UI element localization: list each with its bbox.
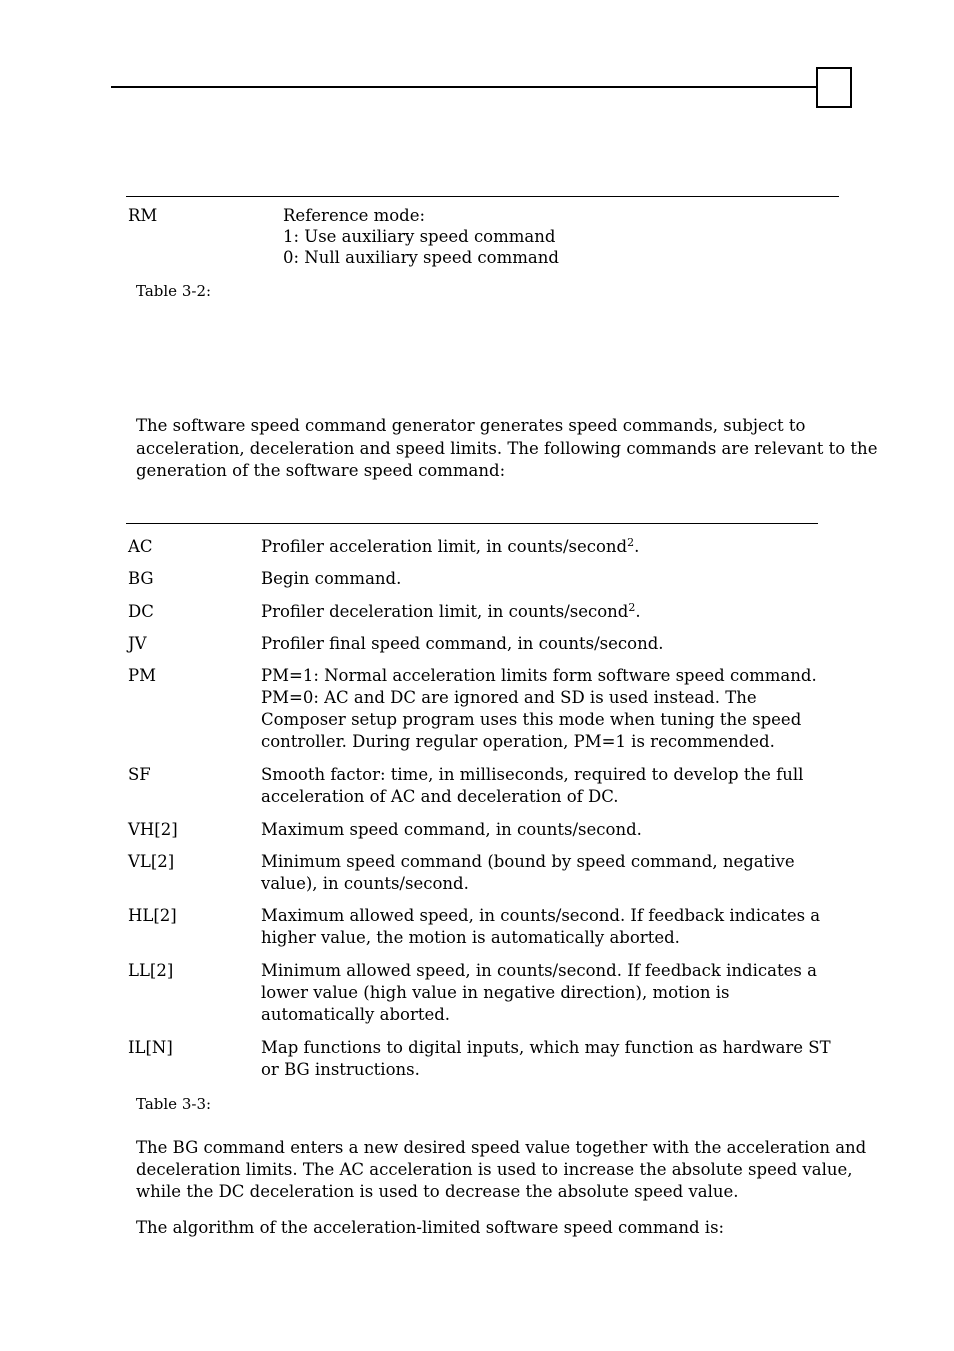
table-3-3-desc-bg: Begin command. (261, 569, 402, 588)
table-3-3-desc-sf (261, 764, 803, 808)
header-rule (111, 86, 817, 88)
table-3-3-desc-jv: Profiler final speed command, in counts/second. (261, 634, 664, 653)
desc-line: Maximum allowed speed, in counts/second. If feedback indicates a (261, 906, 821, 925)
table-3-3-desc-vh: Maximum speed command, in counts/second. (261, 820, 642, 839)
table-3-3-desc-hl (261, 905, 820, 949)
desc-line: Composer setup program uses this mode when tuning the speed (261, 710, 802, 729)
paragraph-line: The BG command enters a new desired speed value together with the acceleration and (136, 1138, 867, 1157)
table-3-3-caption: Table 3-3: (136, 1095, 212, 1113)
table-3-3-cmd-vl: VL[2] (128, 852, 175, 871)
desc-line: Smooth factor: time, in milliseconds, required to develop the full (261, 765, 804, 784)
table-3-3-desc-vl (261, 851, 795, 895)
desc-line: PM=1: Normal acceleration limits form software speed command. (261, 666, 817, 685)
page-number-box (816, 67, 852, 108)
table-3-3-desc-ll (261, 960, 817, 1026)
table-3-3-cmd-jv: JV (128, 634, 147, 653)
paragraph-line: deceleration limits. The AC acceleration is used to increase the absolute speed value, (136, 1160, 853, 1179)
table-3-3-cmd-il: IL[N] (128, 1038, 173, 1057)
table-3-2-caption: Table 3-2: (136, 282, 212, 300)
algorithm-paragraph: The algorithm of the acceleration-limited software speed command is: (136, 1218, 725, 1237)
paragraph-line: generation of the software speed command: (136, 461, 506, 480)
desc-text: Profiler acceleration limit, in counts/second (261, 537, 628, 556)
intro-paragraph (136, 415, 877, 483)
table-3-3-cmd-bg: BG (128, 569, 154, 588)
table-3-2-desc-rm (283, 205, 559, 269)
table-3-3-desc-ac (261, 536, 639, 558)
desc-line: 1: Use auxiliary speed command (283, 227, 556, 246)
desc-line: Reference mode: (283, 206, 426, 225)
superscript: 2 (628, 601, 636, 614)
table-3-3-desc-dc (261, 601, 641, 623)
table-3-3-top-rule (126, 523, 818, 524)
table-3-2-top-rule (126, 196, 839, 197)
desc-suffix: . (635, 602, 641, 621)
desc-line: Map functions to digital inputs, which may function as hardware ST (261, 1038, 831, 1057)
desc-line: lower value (high value in negative direction), motion is (261, 983, 730, 1002)
desc-line: 0: Null auxiliary speed command (283, 248, 559, 267)
table-3-3-cmd-hl: HL[2] (128, 906, 177, 925)
desc-line: value), in counts/second. (261, 874, 469, 893)
desc-line: PM=0: AC and DC are ignored and SD is used instead. The (261, 688, 757, 707)
desc-line: higher value, the motion is automatically aborted. (261, 928, 680, 947)
table-3-3-cmd-vh: VH[2] (128, 820, 178, 839)
desc-text: Profiler deceleration limit, in counts/second (261, 602, 629, 621)
desc-suffix: . (634, 537, 640, 556)
desc-line: Minimum speed command (bound by speed command, negative (261, 852, 795, 871)
paragraph-line: acceleration, deceleration and speed limits. The following commands are relevant to the (136, 438, 878, 458)
table-3-3-cmd-sf: SF (128, 765, 151, 784)
paragraph-line: while the DC deceleration is used to decrease the absolute speed value. (136, 1182, 739, 1201)
table-3-2-cmd-rm: RM (128, 206, 158, 225)
table-3-3-cmd-dc: DC (128, 602, 154, 621)
superscript: 2 (627, 536, 635, 549)
table-3-3-desc-pm (261, 665, 817, 753)
bg-paragraph (136, 1137, 866, 1203)
paragraph-line: The software speed command generator generates speed commands, subject to (136, 416, 806, 435)
desc-line: automatically aborted. (261, 1005, 451, 1024)
desc-line: acceleration of AC and deceleration of DC. (261, 787, 619, 806)
table-3-3-cmd-pm: PM (128, 666, 156, 685)
desc-line: Minimum allowed speed, in counts/second. If feedback indicates a (261, 961, 817, 980)
table-3-3-desc-il (261, 1037, 831, 1081)
desc-line: controller. During regular operation, PM=1 is recommended. (261, 732, 775, 751)
desc-line: or BG instructions. (261, 1060, 420, 1079)
table-3-3-cmd-ll: LL[2] (128, 961, 174, 980)
table-3-3-cmd-ac: AC (128, 537, 153, 556)
